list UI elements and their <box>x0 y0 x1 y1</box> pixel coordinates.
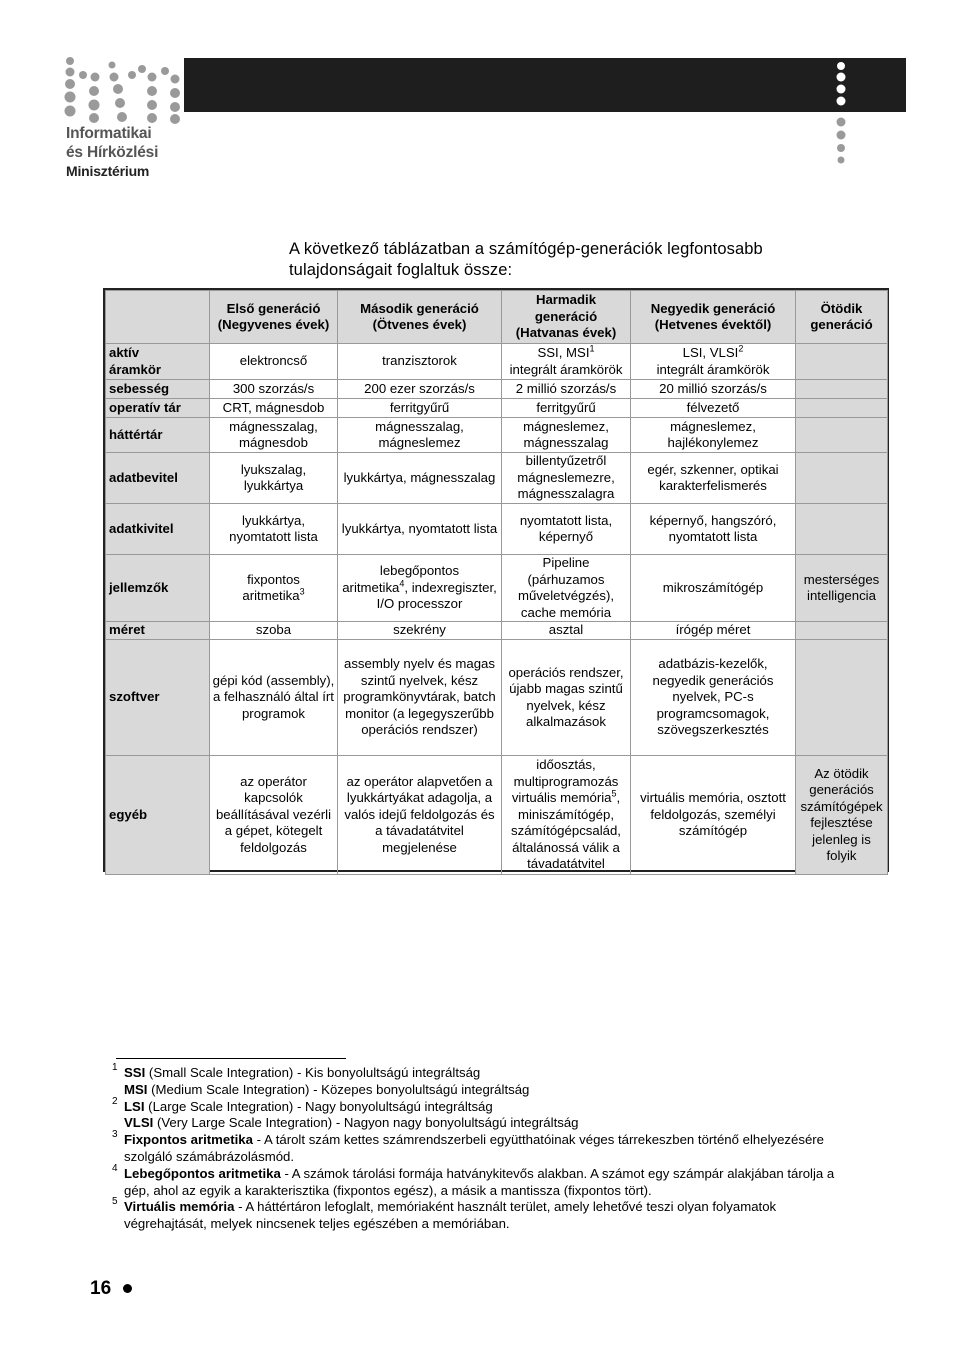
cell-sebesseg-g5 <box>796 380 888 399</box>
cell-hattertar-g2: mágnesszalag, mágneslemez <box>338 418 502 453</box>
table-row <box>106 453 888 504</box>
cell-jellemzok-g4: mikroszámítógép <box>631 555 796 622</box>
row-label-hattertar: háttértár <box>106 418 210 453</box>
cell-adatbevitel-g1: lyukszalag, lyukkártya <box>210 453 338 504</box>
table-row <box>106 640 888 756</box>
generations-table <box>103 288 889 872</box>
cell-egyeb-g2: az operátor alapvetően a lyukkártyákat adagolja, a valós idejű feldolgozás és a távadatátvitel megjelenése <box>338 756 502 875</box>
cell-operativ-g1: CRT, mágnesdob <box>210 399 338 418</box>
cell-sebesseg-g4: 20 millió szorzás/s <box>631 380 796 399</box>
page-number: 16 <box>90 1278 112 1299</box>
page-dot-icon <box>123 1284 132 1293</box>
footnote-2b: VLSI (Very Large Scale Integration) - Nagyon nagy bonyolultságú integráltság <box>124 1115 579 1131</box>
cell-adatbevitel-g3: billentyűzetről mágneslemezre, mágnesszalagra <box>502 453 631 504</box>
cell-operativ-g4: félvezető <box>631 399 796 418</box>
cell-aktiv-g5 <box>796 344 888 380</box>
header-gen5: Ötödik generáció <box>796 291 888 344</box>
cell-aktiv-g4: LSI, VLSI$^2$ integrált áramkörök <box>631 344 796 380</box>
row-label-szoftver: szoftver <box>106 640 210 756</box>
cell-adatbevitel-g5 <box>796 453 888 504</box>
row-label-meret: méret <box>106 622 210 640</box>
cell-operativ-g2: ferritgyűrű <box>338 399 502 418</box>
cell-hattertar-g1: mágnesszalag, mágnesdob <box>210 418 338 453</box>
cell-jellemzok-g2: lebegőpontos aritmetika$^4$, indexregiszter, I/O processzor <box>338 555 502 622</box>
cell-jellemzok-g3: Pipeline (párhuzamos műveletvégzés), cache memória <box>502 555 631 622</box>
cell-hattertar-g3: mágneslemez, mágnesszalag <box>502 418 631 453</box>
header-gen1: Első generáció (Negyvenes évek) <box>210 291 338 344</box>
table-row <box>106 555 888 622</box>
table-row <box>106 418 888 453</box>
header-gen4: Negyedik generáció (Hetvenes évektől) <box>631 291 796 344</box>
cell-aktiv-g1: elektroncső <box>210 344 338 380</box>
footnote-4: 4 Lebegőpontos aritmetika - A számok tárolási formája hatványkitevős alakban. A számot egy számpár alakjában tárolja a gép, ahol az egyik a karakterisztika (fixpontos egész), a másik a mantissza (fixpontos tört). <box>112 1162 835 1198</box>
cell-adatkivitel-g3: nyomtatott lista, képernyő <box>502 504 631 555</box>
footnote-1b: MSI (Medium Scale Integration) - Közepes bonyolultságú integráltság <box>124 1081 530 1097</box>
cell-adatkivitel-g4: képernyő, hangszóró, nyomtatott lista <box>631 504 796 555</box>
cell-adatkivitel-g2: lyukkártya, nyomtatott lista <box>338 504 502 555</box>
footnote-5: 5 Virtuális memória - A háttértáron lefoglalt, memóriaként használt terület, amely lehetővé teszi olyan folyamatok végrehajtását, melyek nincsenek teljes egészében a memóriában. <box>112 1196 777 1232</box>
intro-text: A következő táblázatban a számítógép-generációk legfontosabb tulajdonságait foglaltuk össze: <box>289 240 763 279</box>
footnotes <box>112 1062 852 1233</box>
table-row <box>106 344 888 380</box>
table-row <box>106 622 888 640</box>
cell-adatkivitel-g1: lyukkártya, nyomtatott lista <box>210 504 338 555</box>
table-row <box>106 756 888 875</box>
cell-meret-g5 <box>796 622 888 640</box>
cell-szoftver-g4: adatbázis-kezelők, negyedik generációs nyelvek, PC-s programcsomagok, szövegszerkesztés <box>631 640 796 756</box>
cell-adatkivitel-g5 <box>796 504 888 555</box>
cell-jellemzok-g5: mesterséges intelligencia <box>796 555 888 622</box>
cell-szoftver-g1: gépi kód (assembly), a felhasználó által írt programok <box>210 640 338 756</box>
cell-meret-g3: asztal <box>502 622 631 640</box>
cell-meret-g4: írógép méret <box>631 622 796 640</box>
org-line-1: Informatikai <box>66 125 152 142</box>
row-label-jellemzok: jellemzők <box>106 555 210 622</box>
header-gen3: Harmadik generáció (Hatvanas évek) <box>502 291 631 344</box>
cell-sebesseg-g1: 300 szorzás/s <box>210 380 338 399</box>
cell-hattertar-g5 <box>796 418 888 453</box>
cell-operativ-g3: ferritgyűrű <box>502 399 631 418</box>
cell-sebesseg-g2: 200 ezer szorzás/s <box>338 380 502 399</box>
footnote-1: 1 SSI (Small Scale Integration) - Kis bonyolultságú integráltság <box>112 1062 481 1080</box>
footnote-3: 3 Fixpontos aritmetika - A tárolt szám kettes számrendszerbeli együtthatóinak véges tárrekeszben történő elhelyezésére szolgáló számábrázolásmód. <box>112 1129 825 1164</box>
cell-egyeb-g4: virtuális memória, osztott feldolgozás, személyi számítógép <box>631 756 796 875</box>
cell-hattertar-g4: mágneslemez, hajlékonylemez <box>631 418 796 453</box>
cell-aktiv-g3: SSI, MSI$^1$ integrált áramkörök <box>502 344 631 380</box>
row-label-aktiv: aktív áramkör <box>106 344 210 380</box>
table-row <box>106 504 888 555</box>
row-label-egyeb: egyéb <box>106 756 210 875</box>
row-label-sebesseg: sebesség <box>106 380 210 399</box>
cell-jellemzok-g1: fixpontos aritmetika$^3$ <box>210 555 338 622</box>
header-bar <box>184 58 906 112</box>
cell-egyeb-g5: Az ötödik generációs számítógépek fejlesztése jelenleg is folyik <box>796 756 888 875</box>
table-row <box>106 399 888 418</box>
cell-adatbevitel-g2: lyukkártya, mágnesszalag <box>338 453 502 504</box>
cell-sebesseg-g3: 2 millió szorzás/s <box>502 380 631 399</box>
row-label-adatbevitel: adatbevitel <box>106 453 210 504</box>
header-blank <box>106 291 210 344</box>
cell-szoftver-g3: operációs rendszer, újabb magas szintű nyelvek, kész alkalmazások <box>502 640 631 756</box>
row-label-operativ: operatív tár <box>106 399 210 418</box>
row-label-adatkivitel: adatkivitel <box>106 504 210 555</box>
cell-adatbevitel-g4: egér, szkenner, optikai karakterfelismerés <box>631 453 796 504</box>
table-row <box>106 380 888 399</box>
cell-aktiv-g2: tranzisztorok <box>338 344 502 380</box>
cell-szoftver-g5 <box>796 640 888 756</box>
org-line-2: és Hírközlési <box>66 144 159 161</box>
cell-operativ-g5 <box>796 399 888 418</box>
cell-meret-g2: szekrény <box>338 622 502 640</box>
ministry-name <box>66 124 158 181</box>
cell-egyeb-g1: az operátor kapcsolók beállításával vezérli a gépet, kötegelt feldolgozás <box>210 756 338 875</box>
footnote-divider <box>116 1058 346 1059</box>
footnote-2: 2 LSI (Large Scale Integration) - Nagy bonyolultságú integráltság <box>112 1095 493 1114</box>
header-dots-icon <box>832 60 850 170</box>
ministry-logo-icon <box>62 55 192 127</box>
header-gen2: Második generáció (Ötvenes évek) <box>338 291 502 344</box>
cell-egyeb-g3: időosztás, multiprogramozás virtuális memória$^5$, miniszámítógép, számítógépcsalád, általánossá válik a távadatátvitel <box>502 756 631 875</box>
cell-meret-g1: szoba <box>210 622 338 640</box>
org-line-3: Minisztérium <box>66 163 150 179</box>
cell-szoftver-g2: assembly nyelv és magas szintű nyelvek, kész programkönyvtárak, batch monitor (a legegyszerűbb operációs rendszer) <box>338 640 502 756</box>
